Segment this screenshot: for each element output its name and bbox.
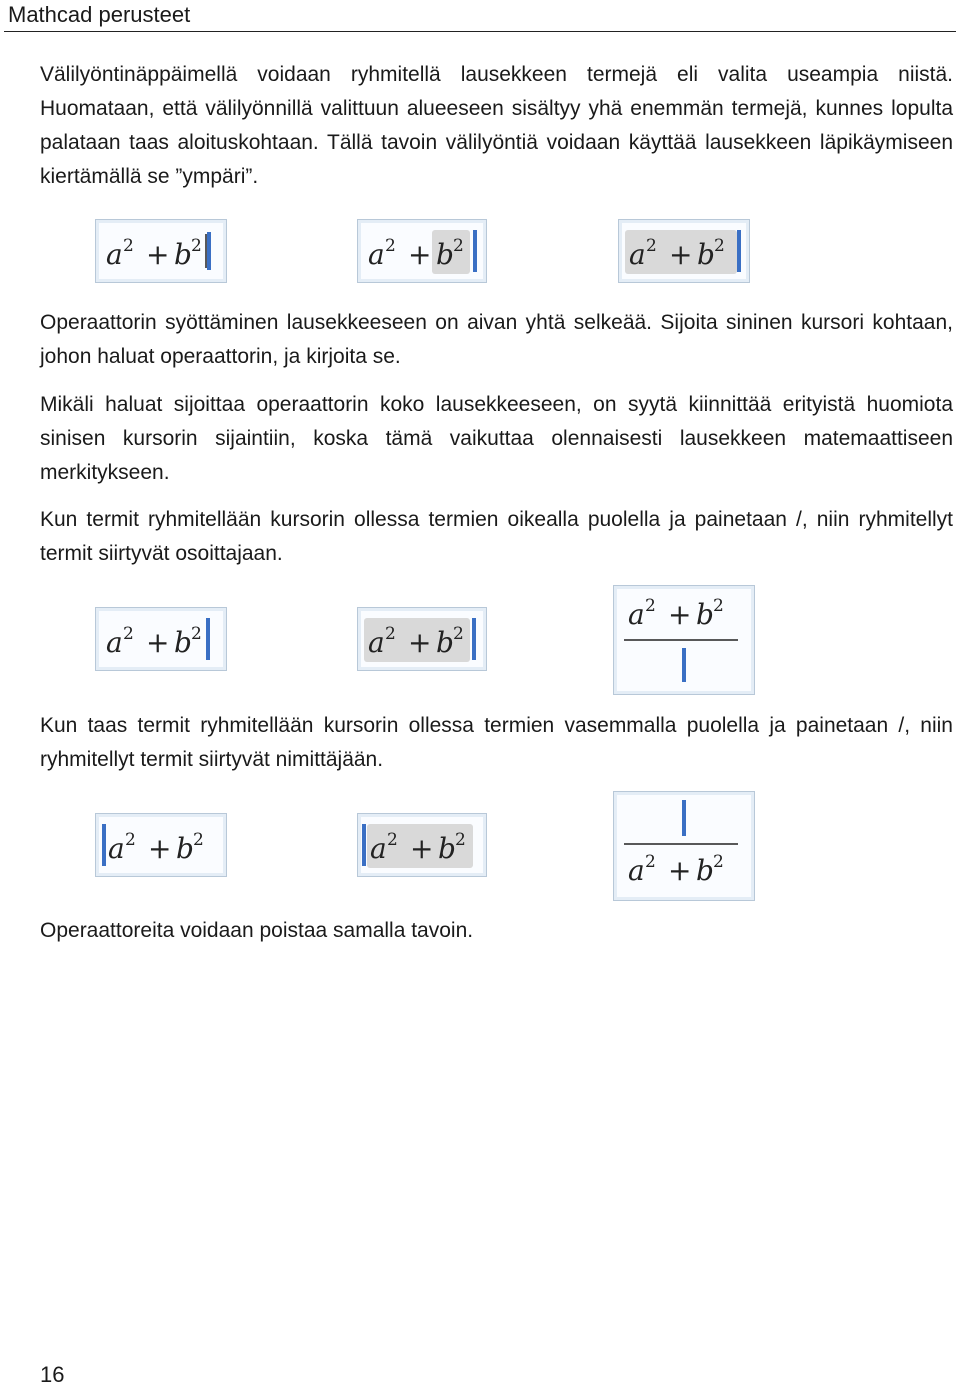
expression-box-grouped-cursor-right <box>357 607 487 671</box>
paragraph-denominator: Kun taas termit ryhmitellään kursorin ollessa termien vasemmalla puolella ja painetaan /, niin ryhmitellyt termit siirtyvät nimittäjään. <box>40 714 953 771</box>
exponent-a: 2 <box>385 236 396 256</box>
variable-b: b <box>696 854 714 887</box>
variable-b: b <box>697 238 715 271</box>
exponent-a: 2 <box>645 852 656 872</box>
variable-b: b <box>176 832 194 865</box>
expression-render <box>619 220 749 282</box>
plus-operator: + <box>408 238 432 271</box>
plus-operator: + <box>408 626 432 659</box>
exponent-b: 2 <box>713 596 724 616</box>
variable-b: b <box>438 832 456 865</box>
expression-box-denominator-result <box>613 791 755 901</box>
variable-a: a <box>628 854 645 887</box>
variable-a: a <box>108 832 125 865</box>
plus-operator: + <box>148 832 172 865</box>
paragraph-numerator: Kun termit ryhmitellään kursorin ollessa termien oikealla puolella ja painetaan /, niin ryhmitellyt termit siirtyvät osoittajaan. <box>40 508 953 565</box>
expression-box-grouped-cursor-left <box>357 813 487 877</box>
plus-operator: + <box>146 626 170 659</box>
variable-a: a <box>370 832 387 865</box>
expression-render <box>96 814 226 876</box>
fraction-render <box>614 792 754 900</box>
expression-box-cursor-left <box>95 813 227 877</box>
variable-a: a <box>106 238 123 271</box>
exponent-b: 2 <box>193 830 204 850</box>
expression-box-numerator-result <box>613 585 755 695</box>
expression-render <box>96 608 226 670</box>
header-title: Mathcad perusteet <box>8 2 191 27</box>
expression-box-cursor-right <box>95 607 227 671</box>
expression-box-all-selected <box>618 219 750 283</box>
variable-a: a <box>629 238 646 271</box>
exponent-a: 2 <box>123 624 134 644</box>
expression-render <box>358 814 486 876</box>
variable-b: b <box>436 238 454 271</box>
exponent-b: 2 <box>455 830 466 850</box>
expression-render <box>358 608 486 670</box>
variable-a: a <box>368 626 385 659</box>
exponent-b: 2 <box>713 852 724 872</box>
paragraph-delete-operators: Operaattoreita voidaan poistaa samalla tavoin. <box>40 919 474 942</box>
exponent-a: 2 <box>645 596 656 616</box>
plus-operator: + <box>668 854 692 887</box>
variable-b: b <box>174 238 192 271</box>
variable-a: a <box>628 598 645 631</box>
plus-operator: + <box>669 238 693 271</box>
variable-b: b <box>696 598 714 631</box>
fraction-render <box>614 586 754 694</box>
page-header <box>4 0 956 32</box>
expression-render <box>96 220 226 282</box>
page-number: 16 <box>40 1362 65 1387</box>
variable-a: a <box>106 626 123 659</box>
variable-b: b <box>174 626 192 659</box>
paragraph-space-grouping: Välilyöntinäppäimellä voidaan ryhmitellä lausekkeen termejä eli valita useampia niistä. Huomataan, että välilyönnillä valittuun alueeseen sisältyy yhä enemmän termejä, kunnes lopulta palataan taas aloituskohtaan. Tällä tavoin välilyöntiä voidaan käyttää lausekkeen läpikäymiseen kiertämällä se ”ympäri”. <box>40 63 953 188</box>
exponent-b: 2 <box>453 624 464 644</box>
exponent-a: 2 <box>387 830 398 850</box>
expression-box-cursor-end <box>95 219 227 283</box>
expression-box-b2-selected <box>357 219 487 283</box>
plus-operator: + <box>668 598 692 631</box>
exponent-a: 2 <box>123 236 134 256</box>
exponent-b: 2 <box>191 236 202 256</box>
plus-operator: + <box>410 832 434 865</box>
plus-operator: + <box>146 238 170 271</box>
expression-render <box>358 220 486 282</box>
variable-a: a <box>368 238 385 271</box>
variable-b: b <box>436 626 454 659</box>
exponent-b: 2 <box>191 624 202 644</box>
exponent-a: 2 <box>385 624 396 644</box>
paragraph-cursor-position: Mikäli haluat sijoittaa operaattorin koko lausekkeeseen, on syytä kiinnittää erityistä huomiota sinisen kursorin sijaintiin, koska tämä vaikuttaa olennaisesti lausekkeen matemaattiseen merkitykseen. <box>40 393 953 484</box>
exponent-a: 2 <box>125 830 136 850</box>
exponent-a: 2 <box>646 236 657 256</box>
paragraph-operator-insert: Operaattorin syöttäminen lausekkeeseen on aivan yhtä selkeää. Sijoita sininen kursori kohtaan, johon haluat operaattorin, ja kirjoita se. <box>40 311 953 368</box>
exponent-b: 2 <box>714 236 725 256</box>
exponent-b: 2 <box>453 236 464 256</box>
